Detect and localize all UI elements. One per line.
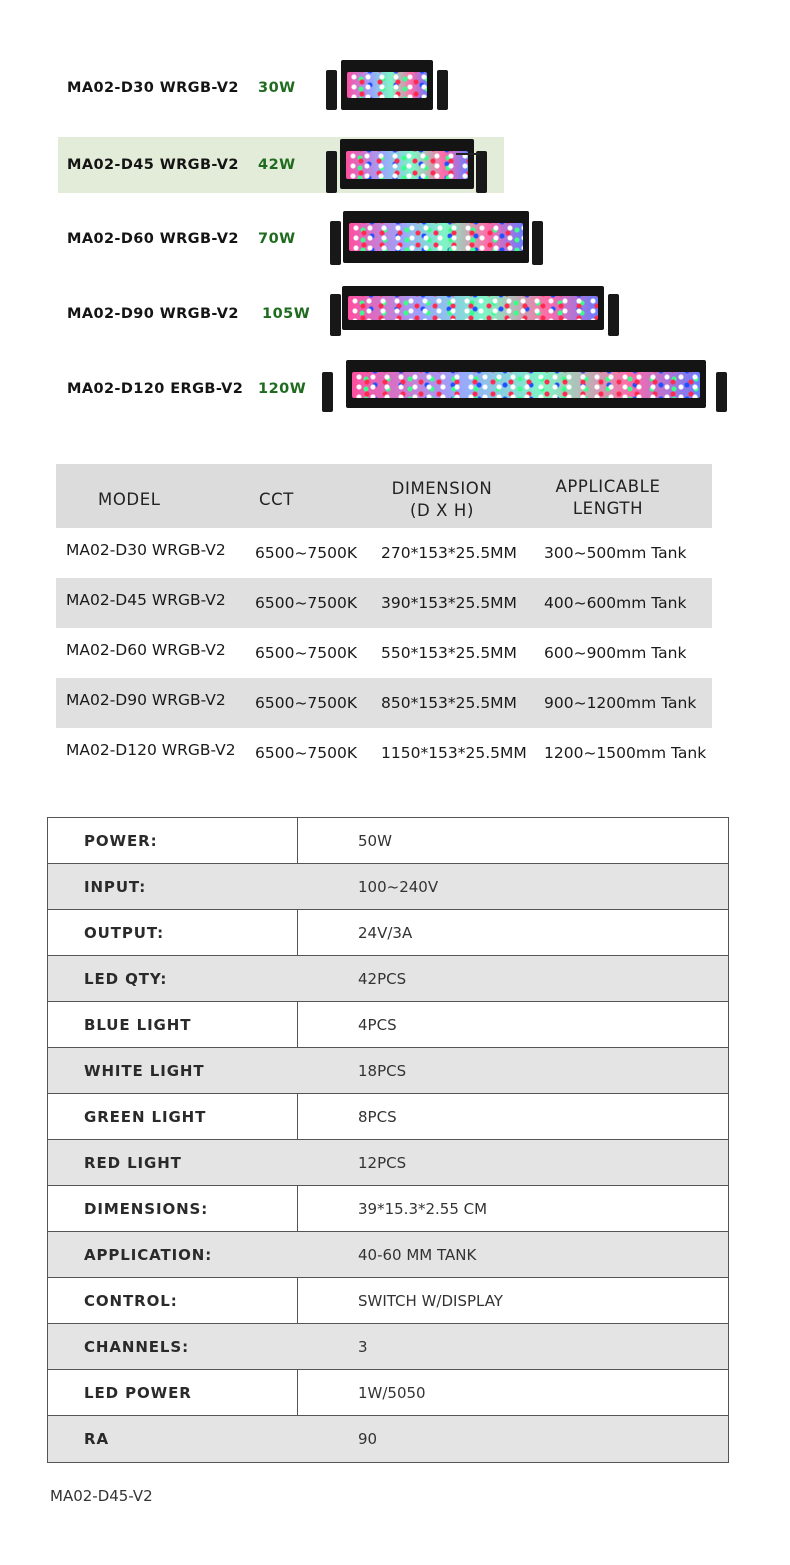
cell-cct: 6500~7500K <box>255 544 358 562</box>
spec-row-power <box>48 818 728 864</box>
cell-dimension: 390*153*25.5MM <box>381 594 517 612</box>
light-bar-image <box>330 209 546 269</box>
spec-value: 1W/5050 <box>358 1384 426 1402</box>
spec-value: 90 <box>358 1430 378 1448</box>
cell-dimension: 850*153*25.5MM <box>381 694 517 712</box>
cell-cct: 6500~7500K <box>255 644 358 662</box>
spec-value: 40-60 MM TANK <box>358 1246 477 1264</box>
spec-label: GREEN LIGHT <box>84 1108 207 1126</box>
cell-cct: 6500~7500K <box>255 594 358 612</box>
cell-model: MA02-D30 WRGB-V2 <box>66 541 226 559</box>
spec-row-ra <box>48 1416 728 1462</box>
spec-row-dimensions <box>48 1186 728 1232</box>
spec-value: 50W <box>358 832 392 850</box>
table-row <box>56 728 712 778</box>
lineup-wattage: 120W <box>258 381 307 397</box>
spec-label: RA <box>84 1430 109 1448</box>
spec-label: WHITE LIGHT <box>84 1062 205 1080</box>
spec-row-red-light <box>48 1140 728 1186</box>
spec-value: 12PCS <box>358 1154 407 1172</box>
spec-row-blue-light <box>48 1002 728 1048</box>
table-row <box>56 628 712 678</box>
spec-row-channels <box>48 1324 728 1370</box>
spec-row-control <box>48 1278 728 1324</box>
cell-length: 300~500mm Tank <box>544 544 687 562</box>
header-dimension-line2: (D X H) <box>410 501 474 520</box>
lineup-wattage: 105W <box>262 306 311 322</box>
header-length-line1: APPLICABLE <box>555 477 661 496</box>
header-dimension <box>378 478 506 522</box>
cell-cct: 6500~7500K <box>255 694 358 712</box>
spec-row-led-qty <box>48 956 728 1002</box>
spec-value: SWITCH W/DISPLAY <box>358 1292 503 1310</box>
header-length-line2: LENGTH <box>572 499 644 518</box>
spec-label: OUTPUT: <box>84 924 165 942</box>
lineup-row-d90 <box>0 284 790 344</box>
cell-cct: 6500~7500K <box>255 744 358 762</box>
spec-label: LED POWER <box>84 1384 192 1402</box>
spec-label: INPUT: <box>84 878 147 896</box>
spec-value: 18PCS <box>358 1062 407 1080</box>
spec-row-input <box>48 864 728 910</box>
lineup-model: MA02-D60 WRGB-V2 <box>67 231 239 247</box>
lineup-row-d30 <box>0 58 790 118</box>
spec-value: 100~240V <box>358 878 439 896</box>
cell-length: 400~600mm Tank <box>544 594 687 612</box>
spec-label: BLUE LIGHT <box>84 1016 192 1034</box>
model-footnote: MA02-D45-V2 <box>50 1487 153 1505</box>
spec-row-led-power <box>48 1370 728 1416</box>
header-model: MODEL <box>98 490 161 509</box>
spec-label: RED LIGHT <box>84 1154 182 1172</box>
cell-length: 1200~1500mm Tank <box>544 744 707 762</box>
cell-dimension: 270*153*25.5MM <box>381 544 517 562</box>
spec-value: 42PCS <box>358 970 407 988</box>
light-bar-image <box>326 58 448 114</box>
lineup-model: MA02-D45 WRGB-V2 <box>67 157 239 173</box>
spec-label: CHANNELS: <box>84 1338 189 1356</box>
cell-model: MA02-D120 WRGB-V2 <box>66 741 236 759</box>
spec-label: DIMENSIONS: <box>84 1200 209 1218</box>
spec-value: 3 <box>358 1338 368 1356</box>
cell-dimension: 550*153*25.5MM <box>381 644 517 662</box>
spec-label: CONTROL: <box>84 1292 178 1310</box>
spec-value: 24V/3A <box>358 924 413 942</box>
table-header <box>56 464 712 528</box>
lineup-row-d120 <box>0 360 790 420</box>
lineup-row-d45 <box>0 137 790 197</box>
spec-value: 39*15.3*2.55 CM <box>358 1200 488 1218</box>
lineup-wattage: 30W <box>258 80 296 96</box>
spec-row-output <box>48 910 728 956</box>
spec-label: POWER: <box>84 832 158 850</box>
header-length <box>544 476 672 520</box>
lineup-model: MA02-D30 WRGB-V2 <box>67 80 239 96</box>
spec-label: APPLICATION: <box>84 1246 213 1264</box>
cell-model: MA02-D60 WRGB-V2 <box>66 641 226 659</box>
spec-value: 8PCS <box>358 1108 397 1126</box>
spec-label: LED QTY: <box>84 970 168 988</box>
spec-value: 4PCS <box>358 1016 397 1034</box>
header-dimension-line1: DIMENSION <box>391 479 493 498</box>
cell-dimension: 1150*153*25.5MM <box>381 744 527 762</box>
spec-table <box>47 817 729 1463</box>
lineup-row-d60 <box>0 209 790 269</box>
light-bar-image <box>330 284 622 340</box>
table-row <box>56 528 712 578</box>
table-row <box>56 678 712 728</box>
lineup-model: MA02-D90 WRGB-V2 <box>67 306 239 322</box>
header-cct: CCT <box>259 490 294 509</box>
lineup-wattage: 42W <box>258 157 296 173</box>
cell-model: MA02-D45 WRGB-V2 <box>66 591 226 609</box>
lineup-model: MA02-D120 ERGB-V2 <box>67 381 244 397</box>
light-bar-image <box>322 360 730 416</box>
cell-length: 600~900mm Tank <box>544 644 687 662</box>
spec-row-white-light <box>48 1048 728 1094</box>
cell-length: 900~1200mm Tank <box>544 694 697 712</box>
light-bar-image <box>326 139 488 195</box>
lineup-wattage: 70W <box>258 231 296 247</box>
spec-row-application <box>48 1232 728 1278</box>
model-comparison-table <box>56 464 712 778</box>
table-row <box>56 578 712 628</box>
spec-row-green-light <box>48 1094 728 1140</box>
cell-model: MA02-D90 WRGB-V2 <box>66 691 226 709</box>
